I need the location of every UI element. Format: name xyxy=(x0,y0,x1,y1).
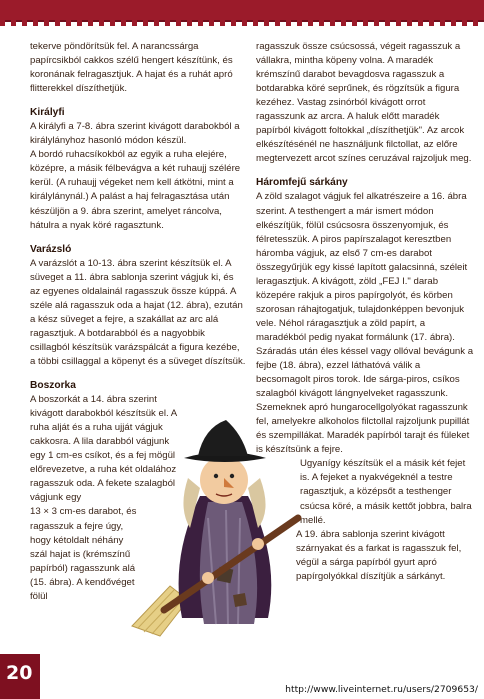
section-heading-varazslo: Varázsló xyxy=(30,243,72,255)
boszorka-paragraph-2: 13 × 3 cm-es darabot, és ragasszuk a fejre úgy, hogy kétoldalt néhány szál hajat is (krémszínű papírból) ragasszunk alá (15. ábra). A kendővéget fölül xyxy=(30,506,137,602)
section-heading-boszorka: Boszorka xyxy=(30,380,76,392)
haromfeju-paragraph-3: A 19. ábra sablonja szerint kivágott szárnyakat és a farkat is ragasszuk fel, végül a sárga papírból gyurt apró papírgolyókkal díszítjük a sárkányt. xyxy=(296,528,462,582)
intro-paragraph: tekerve pöndörítsük fel. A narancssárga papírcsikból cakkos szélű hengert készítünk, és koronának felragasztjuk. A hajat és a ruhát apró flitterekkel díszíthetjük. xyxy=(30,41,233,95)
varazslo-paragraph: A varázslót a 10-13. ábra szerint készítsük el. A süveget a 11. ábra sablonja szerint vágjuk ki, és az egyenes oldalainál ragasszuk össze kúppá. A széle alá ragasszuk oda a hajat (12. ábra), ezután a kész süveget a fejre, a szakállat az arc alá ragasztjuk. A botdarabból és a nagyobbik csillagból készítsük varázspálcát a figura kezébe, a többi csillaggal a köpenyt és a süveget díszítsük. xyxy=(30,257,246,367)
section-heading-kiralyfi: Királyfi xyxy=(30,107,65,119)
source-url-watermark: http://www.liveinternet.ru/users/2709653/ xyxy=(285,684,478,695)
section-heading-haromfeju: Háromfejű sárkány xyxy=(256,177,348,189)
witch-on-broom-image xyxy=(130,418,305,640)
haromfeju-paragraph-2: Ugyanígy készítsük el a másik két fejet is. A fejeket a nyakvégeknél a testre ragasztjuk, a középsőt a testhenger csúcsa köré, a másik kettőt jobbra, balra mellé. xyxy=(300,458,472,526)
kiralyfi-paragraph-2: A bordó ruhacsíkokból az egyik a ruha elejére, középre, a másik félbevágva a két ruhaujj szélére kerül. (A ruhaujj végeket nem kell átkötni, mint a királylánynál.) A palást a haj felragasztása után készüljön a 9. ábra szerint, amelyet ráncolva, hátulra a nyak köré ragasztunk. xyxy=(30,149,241,231)
haromfeju-paragraph-1: A zöld szalagot vágjuk fel alkatrészeire a 16. ábra szerint. A testhengert a már ismert módon elkészítjük, fölül csúcsosra összenyomjuk, és félretesszük. A piros papírszalagot keresztben háromba vágjuk, az első 7 cm-es darabot összegyűrjük egy kissé lapított galacsinná, széleit leragasztjuk. A kivágott, zöld „FEJ I." darab közepére rakjuk a piros papírgolyót, és körben szorosan ráhajtogatjuk, tulajdonképpen bevonjuk vele. Néhol ráragasztjuk a zöld papírt, a maradékból pedig nyakat formálunk (17. ábra). Száradás után éles késsel vagy ollóval bevágunk a fejbe (18. ábra), ezzel láthatóvá válik a becsomagolt piros torok. Ide sárga-piros, csíkos szalagból kivágott lángnyelveket ragasszunk. Szemeknek apró hungarocellgolyókat ragasszunk fel, amelyekre alkoholos filctollal rajzoljunk pupillát és szempillákat. Maradék papírból tarajt és füleket is készítsünk a fejre. xyxy=(256,191,474,456)
kiralyfi-paragraph-1: A királyfi a 7-8. ábra szerint kivágott darabokból a királylányhoz hasonló módon készül. xyxy=(30,121,240,147)
page-number: 20 xyxy=(6,662,33,684)
top-decorative-band xyxy=(0,0,484,22)
continued-paragraph: ragasszuk össze csúcsossá, végeit ragasszuk a vállakra, mintha köpeny volna. A maradék krémszínű darabot bevagdosva ragasszuk a botdarabka köré seprűnek, és rögzítsük a figura kezéhez. Vastag zsinórból kivágott orrot ragasszunk az arcra. A haluk előtt maradék papírból kivágott foltokkal „díszíthetjük". Az arcok elkészítésénél ne használjunk filctollat, az előre megtervezett arcot színes ceruzával rajzoljuk meg. xyxy=(256,41,472,165)
boszorka-paragraph-1: A boszorkát a 14. ábra szerint kivágott darabokból készítsük el. A ruha alját és a ruha ujját vágjuk cakkosra. A lila darabból vágjunk egy 1 cm-es csíkot, és a fej mögül előrevezetve, a ruha két oldalához ragasszuk oda. A fekete szalagból vágjunk egy xyxy=(30,394,177,504)
